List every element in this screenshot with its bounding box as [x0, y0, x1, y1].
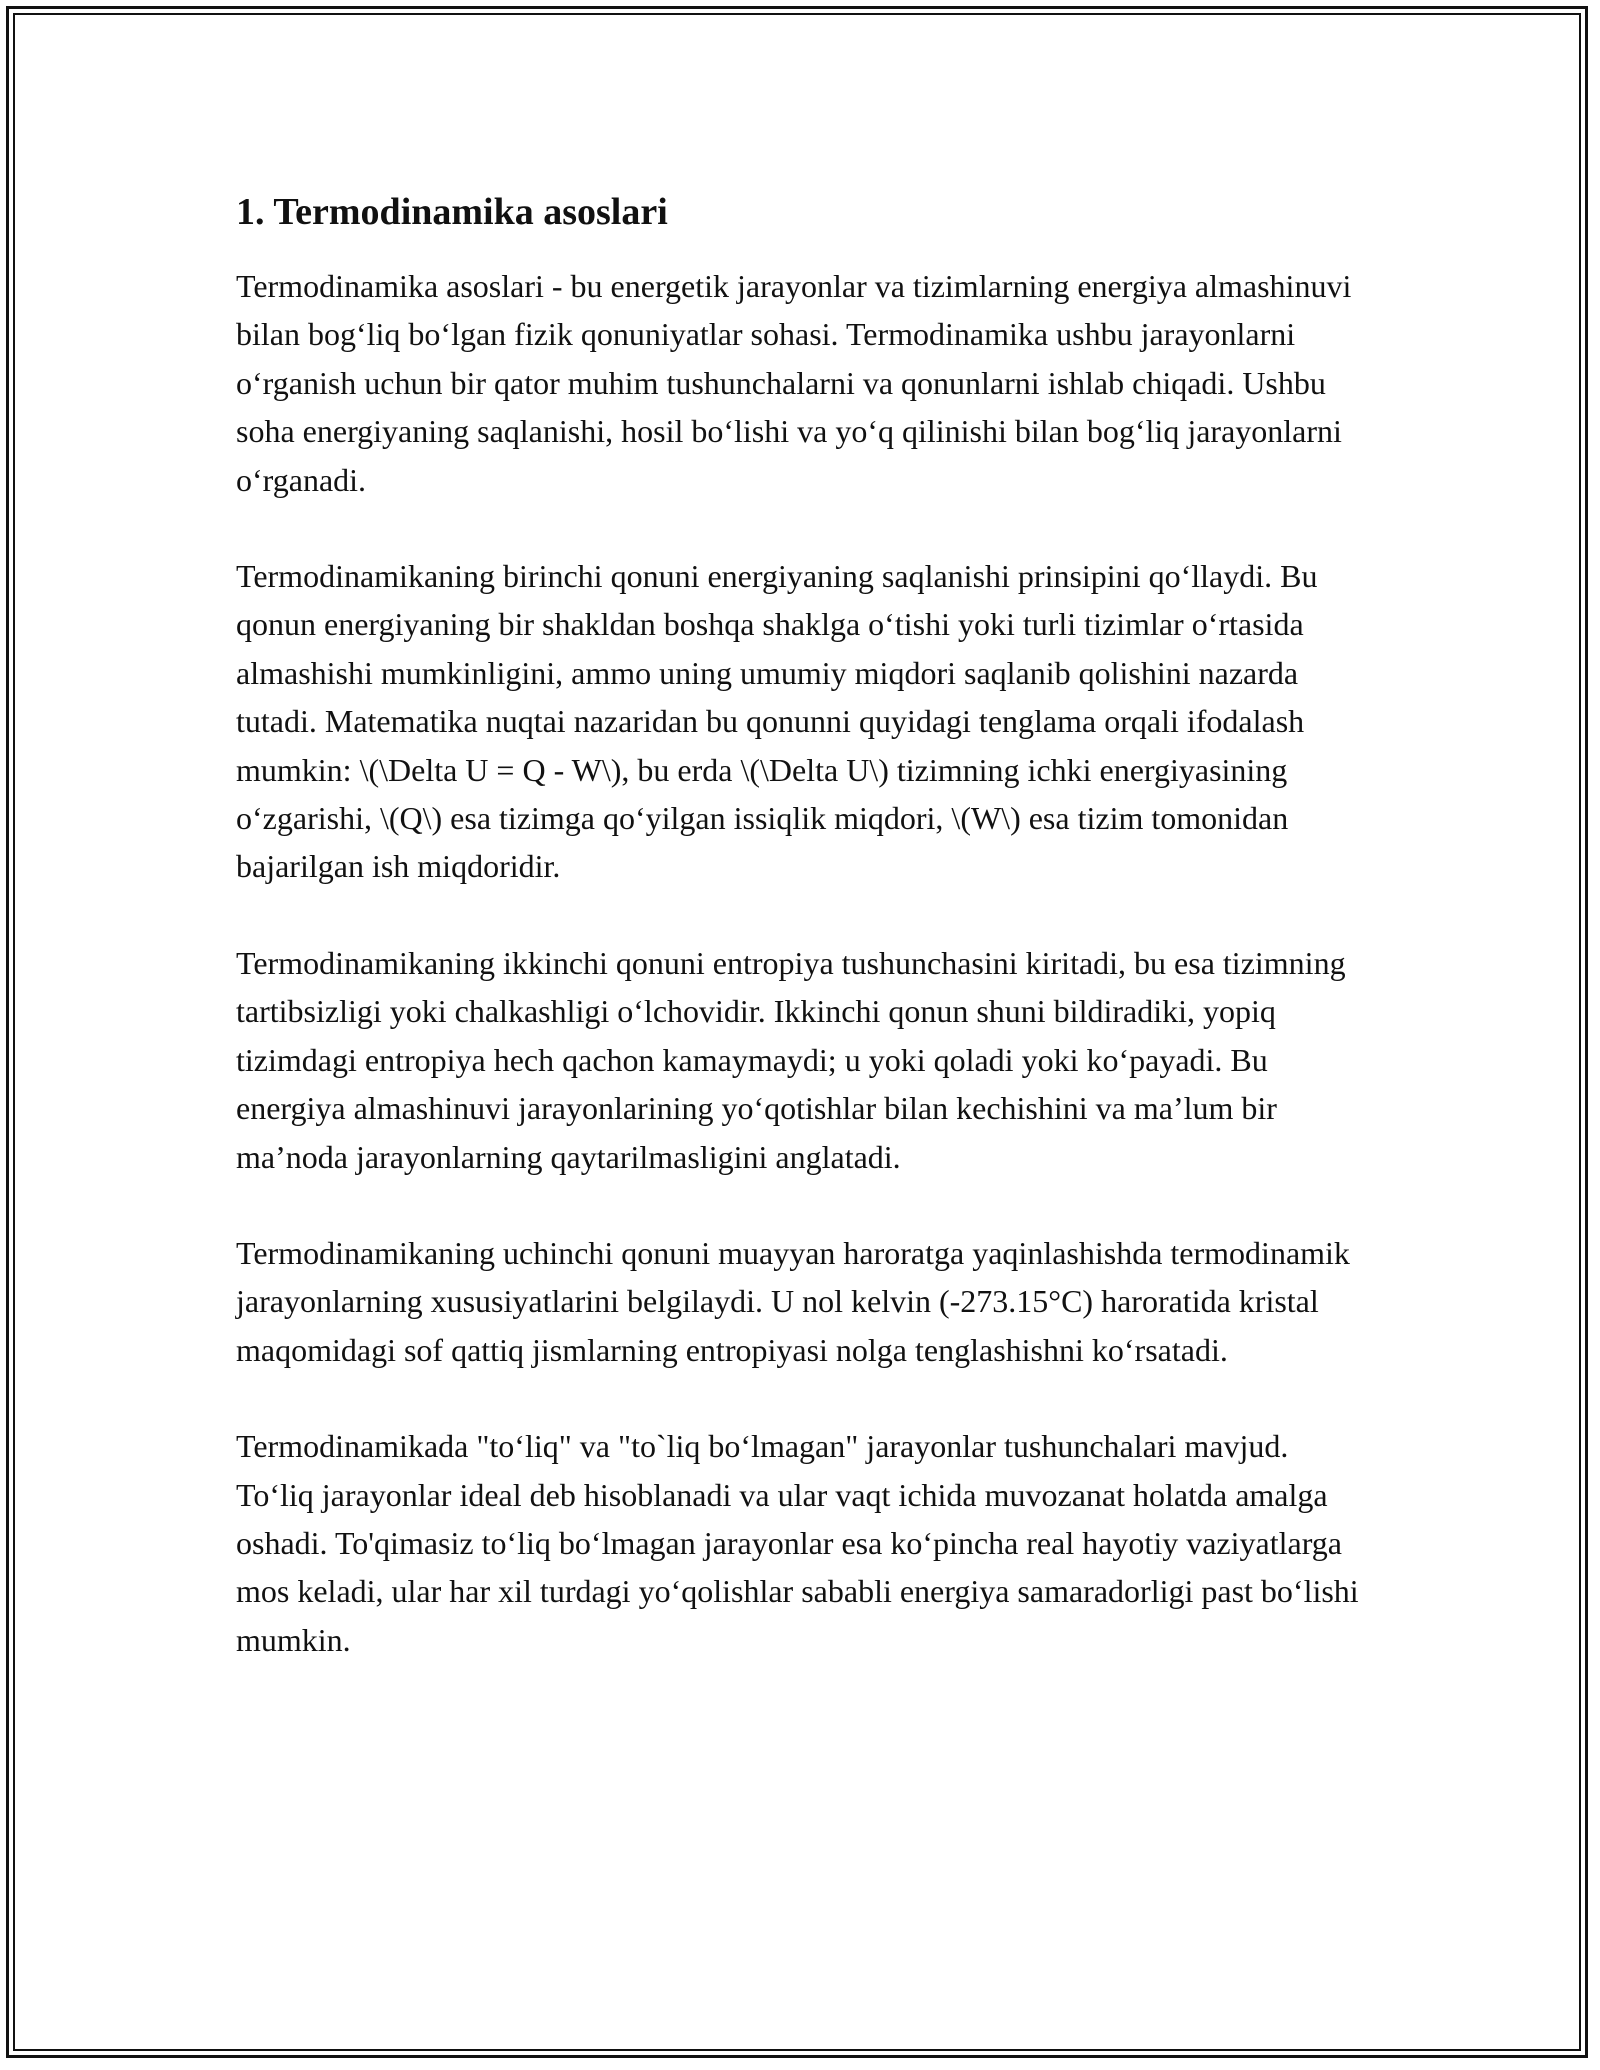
- section-heading: 1. Termodinamika asoslari: [236, 191, 668, 233]
- paragraph-processes: Termodinamikada "to‘liq" va "to`liq bo‘lmagan" jarayonlar tushunchalari mavjud. To‘liq jarayonlar ideal deb hisoblanadi va ular vaqt ichida muvozanat holatda amalga oshadi. To'qimasiz to‘liq bo‘lmagan jarayonlar esa ko‘pincha real hayotiy vaziyatlarga mos keladi, ular har xil turdagi yo‘qolishlar sababli energiya samaradorligi past bo‘lishi mumkin.: [236, 1428, 1359, 1658]
- paragraph-third-law: Termodinamikaning uchinchi qonuni muayyan haroratga yaqinlashishda termodinamik jarayonlarning xususiyatlarini belgilaydi. U nol kelvin (-273.15°C) haroratida kristal maqomidagi sof qattiq jismlarning entropiyasi nolga tenglashishni ko‘rsatadi.: [236, 1234, 1350, 1368]
- document-body: [236, 186, 1366, 1712]
- paragraph-intro: Termodinamika asoslari - bu energetik jarayonlar va tizimlarning energiya almashinuvi bilan bog‘liq bo‘lgan fizik qonuniyatlar sohasi. Termodinamika ushbu jarayonlarni o‘rganish uchun bir qator muhim tushunchalarni va qonunlarni ishlab chiqadi. Ushbu soha energiyaning saqlanishi, hosil bo‘lishi va yo‘q qilinishi bilan bog‘liq jarayonlarni o‘rganadi.: [236, 268, 1352, 498]
- paragraph-first-law: Termodinamikaning birinchi qonuni energiyaning saqlanishi prinsipini qo‘llaydi. Bu qonun energiyaning bir shakldan boshqa shaklga o‘tishi yoki turli tizimlar o‘rtasida almashishi mumkinligini, ammo uning umumiy miqdori saqlanib qolishini nazarda tutadi. Matematika nuqtai nazaridan bu qonunni quyidagi tenglama orqali ifodalash mumkin: \(\Delta U = Q - W\), bu erda \(\Delta U\) tizimning ichki energiyasining o‘zgarishi, \(Q\) esa tizimga qo‘yilgan issiqlik miqdori, \(W\) esa tizim tomonidan bajarilgan ish miqdoridir.: [236, 558, 1318, 885]
- paragraph-second-law: Termodinamikaning ikkinchi qonuni entropiya tushunchasini kiritadi, bu esa tizimning tartibsizligi yoki chalkashligi o‘lchovidir. Ikkinchi qonun shuni bildiradiki, yopiq tizimdagi entropiya hech qachon kamaymaydi; u yoki qoladi yoki ko‘payadi. Bu energiya almashinuvi jarayonlarining yo‘qotishlar bilan kechishini va ma’lum bir ma’noda jarayonlarning qaytarilmasligini anglatadi.: [236, 944, 1346, 1175]
